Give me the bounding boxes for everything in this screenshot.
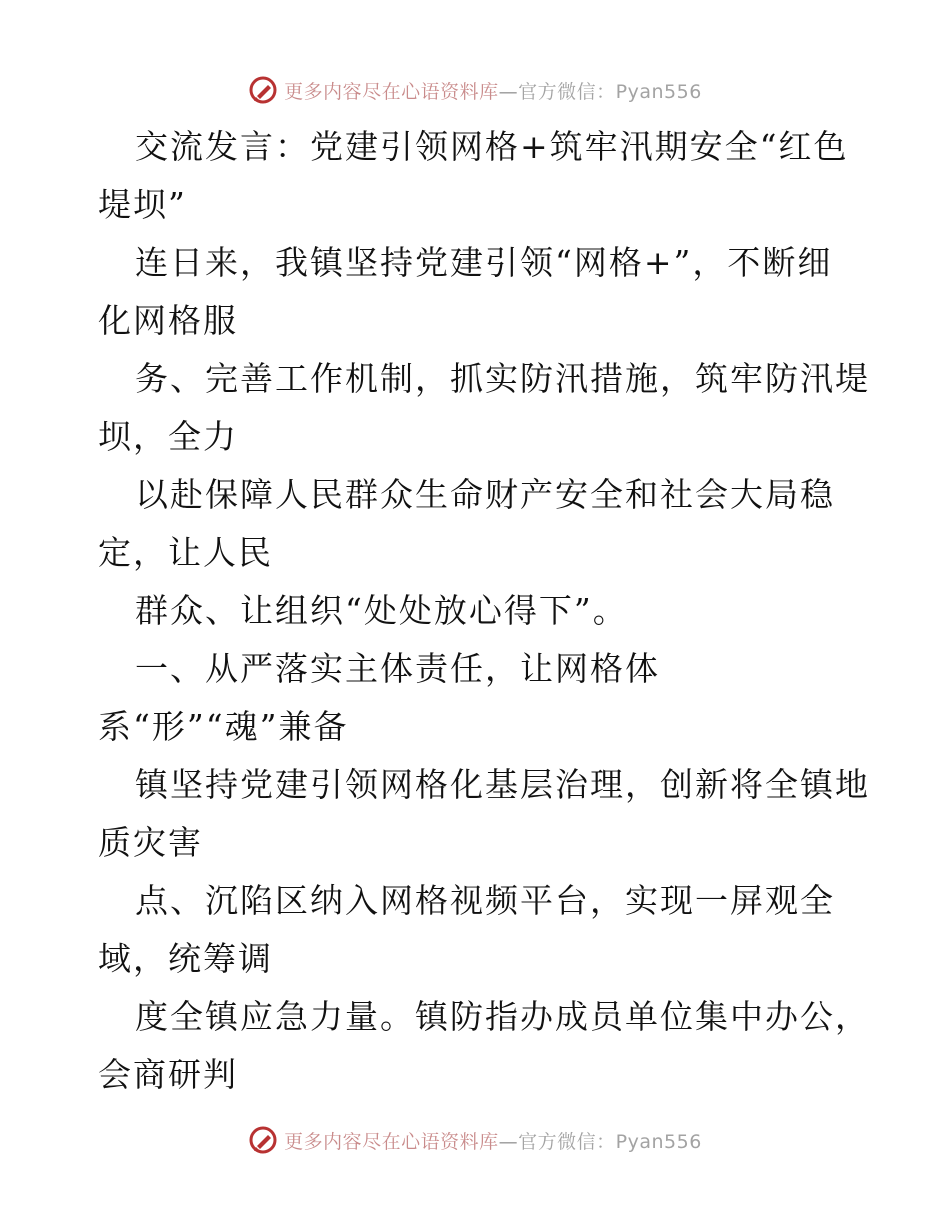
text-line: 质灾害 bbox=[98, 823, 203, 862]
text-line: 会商研判 bbox=[98, 1055, 238, 1094]
text-line: 交流发言：党建引领网格+筑牢汛期安全“红色 bbox=[135, 127, 849, 166]
watermark-banner-top bbox=[0, 70, 950, 110]
text-line: 以赴保障人民群众生命财产安全和社会大局稳 bbox=[135, 475, 835, 514]
watermark-main: 更多内容尽在心语资料库 bbox=[284, 80, 499, 103]
watermark-wechat: 官方微信：Pyan556 bbox=[518, 1130, 702, 1153]
text-line: 域，统筹调 bbox=[98, 939, 273, 978]
document-body bbox=[98, 118, 868, 1104]
text-line: 度全镇应急力量。镇防指办成员单位集中办公， bbox=[135, 997, 870, 1036]
text-line: 系“形”“魂”兼备 bbox=[98, 707, 349, 746]
text-line: 定，让人民 bbox=[98, 533, 273, 572]
pen-logo-icon bbox=[248, 75, 278, 105]
text-line: 堤坝” bbox=[98, 185, 187, 224]
text-line: 化网格服 bbox=[98, 301, 238, 340]
watermark-main: 更多内容尽在心语资料库 bbox=[284, 1130, 499, 1153]
text-line: 一、从严落实主体责任，让网格体 bbox=[135, 649, 660, 688]
text-line: 点、沉陷区纳入网格视频平台，实现一屏观全 bbox=[135, 881, 835, 920]
text-line: 务、完善工作机制，抓实防汛措施，筑牢防汛堤 bbox=[135, 359, 870, 398]
watermark-text bbox=[284, 1127, 702, 1154]
text-line: 镇坚持党建引领网格化基层治理，创新将全镇地 bbox=[135, 765, 870, 804]
text-line: 群众、让组织“处处放心得下”。 bbox=[135, 591, 628, 630]
watermark-separator: — bbox=[498, 1130, 519, 1153]
pen-logo-icon bbox=[248, 1125, 278, 1155]
watermark-text bbox=[284, 77, 702, 104]
watermark-wechat: 官方微信：Pyan556 bbox=[518, 80, 702, 103]
watermark-banner-bottom bbox=[0, 1120, 950, 1160]
watermark-separator: — bbox=[498, 80, 519, 103]
text-line: 坝，全力 bbox=[98, 417, 238, 456]
text-line: 连日来，我镇坚持党建引领“网格+”，不断细 bbox=[135, 243, 833, 282]
